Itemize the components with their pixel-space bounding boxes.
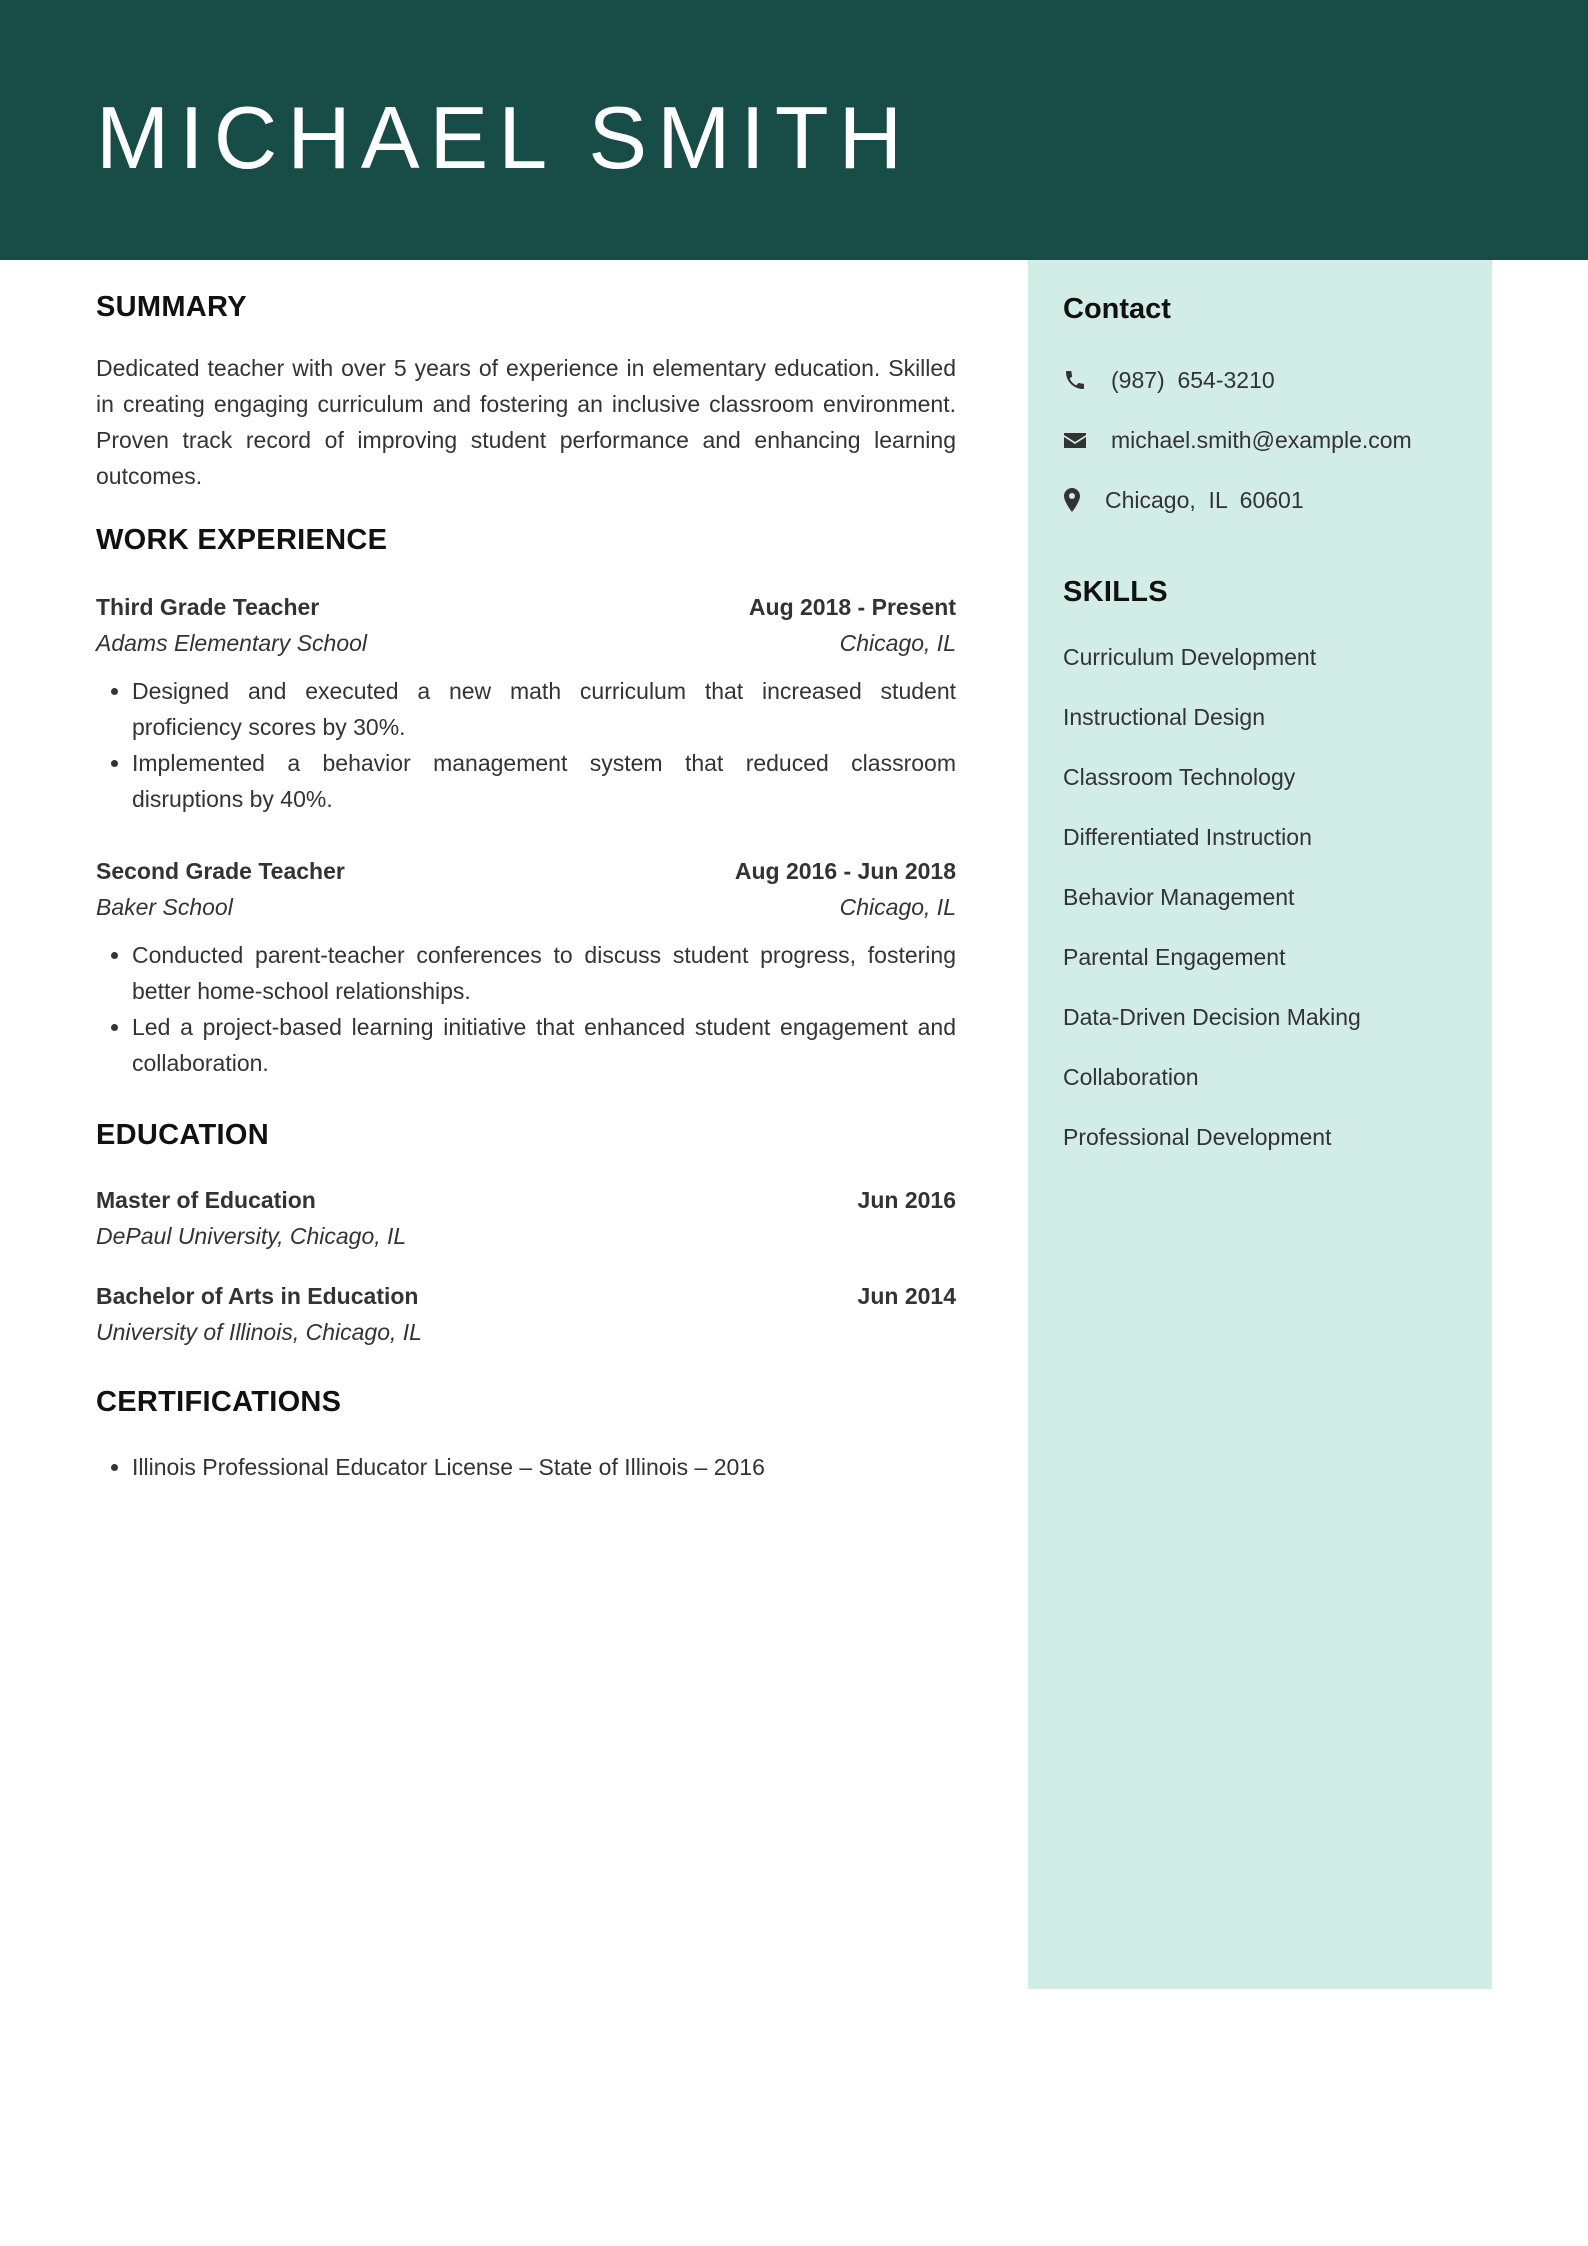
skill-item: Classroom Technology	[1063, 764, 1296, 790]
certifications-section	[96, 1386, 956, 1485]
certification-item: • Illinois Professional Educator License – State of Illinois – 2016	[132, 1449, 956, 1485]
sidebar	[1028, 260, 1492, 1989]
education-entry	[96, 1278, 956, 1350]
job-title-row	[96, 589, 956, 625]
job-bullet: • Implemented a behavior management system that reduced classroom disruptions by 40%.	[132, 745, 956, 817]
summary-text: Dedicated teacher with over 5 years of experience in elementary education. Skilled in creating engaging curriculum and fostering an inclusive classroom environment. Proven track record of improving student performance and enhancing learning outcomes.	[96, 355, 956, 489]
education-section	[96, 1119, 956, 1350]
skill-item: Instructional Design	[1063, 704, 1265, 730]
school-row	[96, 1218, 956, 1254]
candidate-name: MICHAEL SMITH	[96, 88, 913, 187]
degree-row	[96, 1182, 956, 1218]
phone-icon	[1063, 366, 1111, 394]
job-entry	[96, 589, 956, 817]
skill-item: Curriculum Development	[1063, 644, 1317, 670]
phone-number[interactable]: (987) 654-3210	[1111, 366, 1275, 393]
job-employer-row	[96, 625, 956, 661]
skill-item: Differentiated Instruction	[1063, 824, 1312, 850]
skill-item: Behavior Management	[1063, 884, 1295, 910]
job-title-row	[96, 853, 956, 889]
job-title: Third Grade Teacher	[96, 594, 320, 620]
job-dates: Aug 2018 - Present	[748, 594, 956, 620]
email-address[interactable]: michael.smith@example.com	[1111, 426, 1412, 453]
education-heading: EDUCATION	[96, 1119, 269, 1151]
skills-heading: SKILLS	[1063, 576, 1168, 608]
skills-list	[1063, 639, 1472, 1155]
summary-heading: SUMMARY	[96, 291, 247, 323]
degree-title: Bachelor of Arts in Education	[96, 1283, 419, 1309]
job-bullets	[96, 673, 956, 817]
degree-row	[96, 1278, 956, 1314]
experience-heading: WORK EXPERIENCE	[96, 524, 388, 556]
school-row	[96, 1314, 956, 1350]
contact-heading: Contact	[1063, 293, 1171, 325]
job-bullet: • Conducted parent-teacher conferences to discuss student progress, fostering better home-school relationships.	[132, 937, 956, 1009]
header-banner	[0, 0, 1588, 260]
job-location: Chicago, IL	[839, 630, 956, 656]
main-column	[96, 260, 956, 1485]
contact-email	[1063, 422, 1472, 458]
school-name: DePaul University, Chicago, IL	[96, 1223, 407, 1249]
degree-title: Master of Education	[96, 1187, 316, 1213]
envelope-icon	[1063, 426, 1111, 454]
experience-section	[96, 524, 956, 1081]
map-pin-icon	[1063, 486, 1105, 514]
degree-date: Jun 2014	[857, 1283, 956, 1309]
degree-date: Jun 2016	[857, 1187, 956, 1213]
certifications-heading: CERTIFICATIONS	[96, 1386, 342, 1418]
skill-item: Data-Driven Decision Making	[1063, 1004, 1361, 1030]
contact-location	[1063, 482, 1472, 518]
skill-item: Collaboration	[1063, 1064, 1199, 1090]
job-bullet: • Led a project-based learning initiative that enhanced student engagement and collaboration.	[132, 1009, 956, 1081]
skill-item: Parental Engagement	[1063, 944, 1286, 970]
skill-item: Professional Development	[1063, 1124, 1332, 1150]
summary-section	[96, 260, 956, 494]
job-location: Chicago, IL	[839, 894, 956, 920]
job-title: Second Grade Teacher	[96, 858, 345, 884]
certification-list	[96, 1449, 956, 1485]
job-entry	[96, 853, 956, 1081]
job-bullets	[96, 937, 956, 1081]
job-employer-row	[96, 889, 956, 925]
location-text: Chicago, IL 60601	[1105, 486, 1304, 513]
job-employer: Baker School	[96, 894, 233, 920]
job-dates: Aug 2016 - Jun 2018	[734, 858, 956, 884]
job-employer: Adams Elementary School	[96, 630, 368, 656]
education-entry	[96, 1182, 956, 1254]
school-name: University of Illinois, Chicago, IL	[96, 1319, 422, 1345]
contact-phone	[1063, 362, 1472, 398]
job-bullet: • Designed and executed a new math curriculum that increased student proficiency scores by 30%.	[132, 673, 956, 745]
